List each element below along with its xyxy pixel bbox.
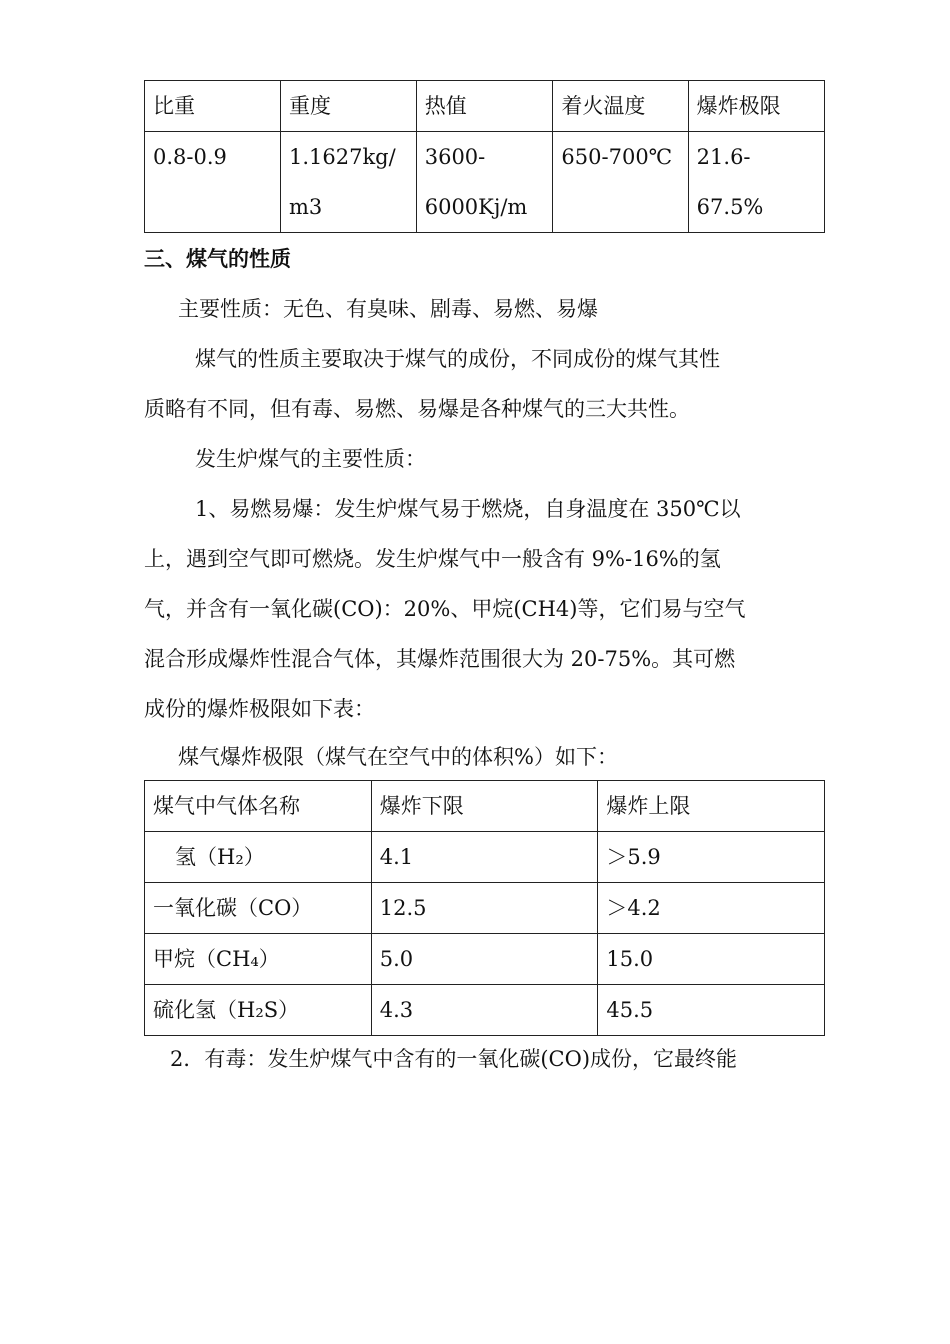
table-header-cell: 爆炸上限: [598, 781, 825, 832]
paragraph-line: 2．有毒：发生炉煤气中含有的一氧化碳(CO)成份，它最终能: [170, 1047, 738, 1071]
paragraph-line: 混合形成爆炸性混合气体，其爆炸范围很大为 20-75%。其可燃: [144, 647, 736, 671]
table-caption: 煤气爆炸极限（煤气在空气中的体积%）如下：: [178, 745, 618, 769]
paragraph-line: 气，并含有一氧化碳(CO)：20%、甲烷(CH4)等，它们易与空气: [144, 597, 746, 621]
table-cell: 硫化氢（H₂S）: [145, 985, 372, 1036]
table-header-cell: 热值: [416, 81, 553, 132]
table-header-cell: 着火温度: [553, 81, 688, 132]
table-row: [145, 985, 825, 1036]
cell-text: m3: [288, 195, 323, 219]
table-header-row: [145, 81, 825, 132]
table-cell: 4.1: [371, 832, 598, 883]
table-cell: 12.5: [371, 883, 598, 934]
paragraph-line: 上，遇到空气即可燃烧。发生炉煤气中一般含有 9%-16%的氢: [144, 547, 721, 571]
table-cell: 4.3: [371, 985, 598, 1036]
table-row: [145, 132, 825, 233]
table-cell: 甲烷（CH₄）: [145, 934, 372, 985]
explosion-limits-table: [144, 780, 825, 1036]
cell-text: 3600-: [424, 145, 486, 169]
table-cell: [145, 132, 281, 233]
table-cell: 氢（H₂）: [145, 832, 372, 883]
table-header-cell: 爆炸极限: [688, 81, 824, 132]
table-cell: [416, 132, 553, 233]
paragraph-line: 煤气的性质主要取决于煤气的成份，不同成份的煤气其性: [195, 347, 720, 371]
table-cell: 15.0: [598, 934, 825, 985]
table-header-cell: 比重: [145, 81, 281, 132]
cell-text: 1.1627kg/: [288, 145, 396, 169]
paragraph-line: 质略有不同，但有毒、易燃、易爆是各种煤气的三大共性。: [144, 397, 690, 421]
paragraph-line: 1、易燃易爆：发生炉煤气易于燃烧，自身温度在 350℃以: [195, 497, 741, 521]
table-cell: 一氧化碳（CO）: [145, 883, 372, 934]
paragraph-line: 成份的爆炸极限如下表：: [144, 697, 375, 721]
gas-properties-table: [144, 80, 825, 233]
main-properties-line: 主要性质：无色、有臭味、剧毒、易燃、易爆: [178, 297, 598, 321]
table-header-row: [145, 781, 825, 832]
section-heading: 三、煤气的性质: [144, 247, 291, 271]
table-row: [145, 934, 825, 985]
table-header-cell: 爆炸下限: [371, 781, 598, 832]
table-row: [145, 883, 825, 934]
sub-heading: 发生炉煤气的主要性质：: [195, 447, 426, 471]
table-header-cell: 重度: [280, 81, 416, 132]
table-cell: ＞5.9: [598, 832, 825, 883]
cell-text: 650-700℃: [561, 145, 673, 169]
cell-text: 6000Kj/m: [424, 195, 528, 219]
cell-text: 21.6-: [696, 145, 751, 169]
table-cell: ＞4.2: [598, 883, 825, 934]
table-cell: [280, 132, 416, 233]
cell-text: 0.8-0.9: [153, 145, 227, 169]
table-cell: 5.0: [371, 934, 598, 985]
cell-text: 67.5%: [696, 195, 764, 219]
table-row: [145, 832, 825, 883]
table-cell: 45.5: [598, 985, 825, 1036]
table-header-cell: 煤气中气体名称: [145, 781, 372, 832]
table-cell: [553, 132, 688, 233]
table-cell: [688, 132, 824, 233]
